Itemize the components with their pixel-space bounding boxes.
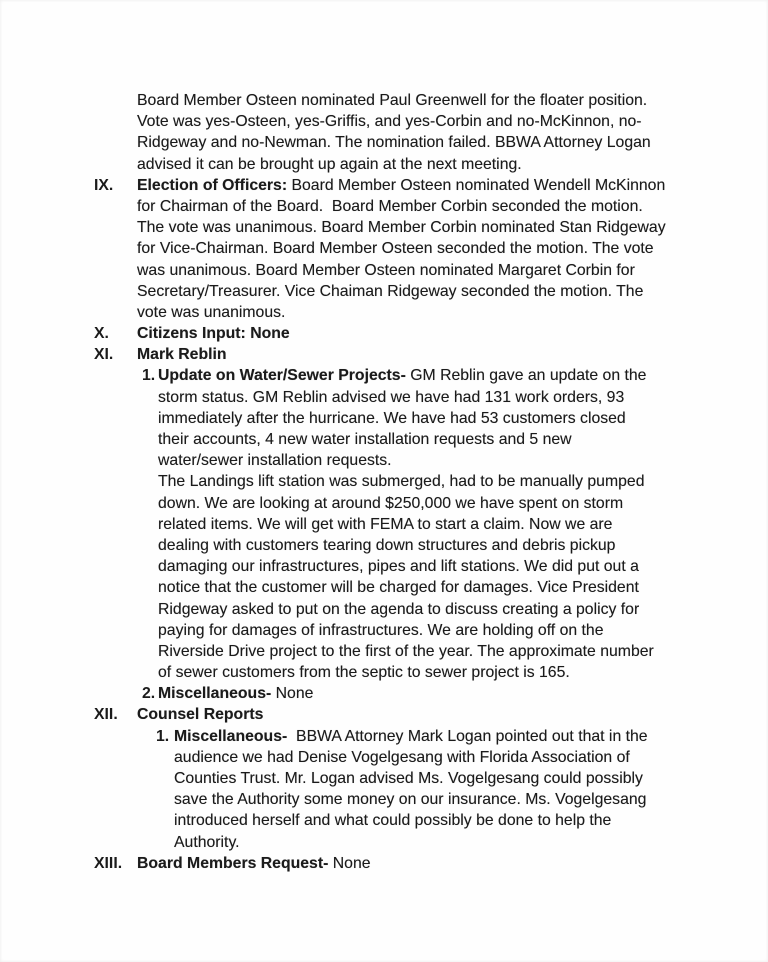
text-segment: None bbox=[328, 854, 371, 872]
text-line bbox=[158, 535, 768, 556]
list-item-1 bbox=[0, 726, 768, 853]
text-segment: advised it can be brought up again at the next meeting. bbox=[137, 155, 522, 173]
text-line bbox=[174, 768, 768, 789]
bold-text-segment: Citizens Input: None bbox=[137, 325, 290, 343]
text-line bbox=[158, 599, 768, 620]
text-line bbox=[158, 577, 768, 598]
bold-text-segment: Update on Water/Sewer Projects- bbox=[158, 367, 406, 385]
text-line bbox=[137, 196, 768, 217]
text-segment: their accounts, 4 new water installation requests and 5 new bbox=[158, 431, 572, 448]
text-segment: Riverside Drive project to the first of the year. The approximate number bbox=[158, 642, 654, 660]
text-line bbox=[174, 726, 768, 747]
text-line bbox=[158, 493, 768, 514]
text-segment: Counties Trust. Mr. Logan advised Ms. Vogelgesang could possibly bbox=[174, 770, 643, 787]
text-line bbox=[174, 747, 768, 768]
bold-text-segment: Miscellaneous- bbox=[158, 685, 272, 703]
text-segment: None bbox=[271, 685, 314, 703]
text-segment: of sewer customers from the septic to sewer project is 165. bbox=[158, 664, 570, 682]
text-segment: audience we had Denise Vogelgesang with Florida Association of bbox=[174, 748, 630, 766]
list-marker: IX. bbox=[94, 176, 114, 194]
text-segment: Board Member Osteen nominated Paul Greenwell for the floater position. bbox=[137, 92, 648, 109]
text-line bbox=[137, 238, 768, 259]
text-line bbox=[174, 789, 768, 810]
text-line bbox=[158, 641, 768, 662]
text-line bbox=[158, 408, 768, 429]
text-line bbox=[137, 111, 768, 132]
text-line bbox=[158, 471, 768, 492]
text-line bbox=[137, 90, 768, 111]
text-line bbox=[137, 217, 768, 238]
text-segment: The vote was unanimous. Board Member Corbin nominated Stan Ridgeway bbox=[137, 219, 666, 237]
text-segment: BBWA Attorney Mark Logan pointed out that in the bbox=[287, 727, 648, 745]
text-line bbox=[158, 429, 768, 450]
text-segment: Ridgeway asked to put on the agenda to discuss creating a policy for bbox=[158, 600, 640, 618]
text-line bbox=[158, 387, 768, 408]
text-line bbox=[137, 260, 768, 281]
text-line bbox=[137, 323, 768, 344]
text-segment: introduced herself and what could possibly be done to help the bbox=[174, 812, 612, 830]
text-line bbox=[158, 556, 768, 577]
text-line bbox=[158, 450, 768, 471]
bold-text-segment: Board Members Request- bbox=[137, 854, 329, 872]
list-item-xi bbox=[0, 344, 768, 365]
list-marker: XIII. bbox=[94, 854, 123, 872]
bold-text-segment: Election of Officers: bbox=[137, 176, 288, 194]
text-segment: storm status. GM Reblin advised we have had 131 work orders, 93 bbox=[158, 388, 625, 406]
text-segment: related items. We will get with FEMA to start a claim. Now we are bbox=[158, 515, 613, 533]
text-line bbox=[158, 620, 768, 641]
list-item-2 bbox=[0, 683, 768, 704]
text-segment: vote was unanimous. bbox=[137, 303, 286, 321]
text-line bbox=[174, 810, 768, 831]
text-line bbox=[137, 175, 768, 196]
text-segment: Board Member Osteen nominated Wendell McKinnon bbox=[287, 176, 666, 194]
text-segment: for Vice-Chairman. Board Member Osteen seconded the motion. The vote bbox=[137, 240, 654, 258]
list-marker: XI. bbox=[94, 346, 114, 364]
list-item-x bbox=[0, 323, 768, 344]
list-marker: X. bbox=[94, 325, 109, 343]
text-line bbox=[158, 514, 768, 535]
text-line bbox=[137, 132, 768, 153]
list-marker: 1. bbox=[156, 727, 170, 745]
text-segment: Authority. bbox=[174, 833, 240, 851]
list-item-xii bbox=[0, 704, 768, 725]
text-line bbox=[158, 365, 768, 386]
text-segment: save the Authority some money on our insurance. Ms. Vogelgesang bbox=[174, 791, 647, 809]
text-segment: water/sewer installation requests. bbox=[158, 452, 392, 470]
text-segment: notice that the customer will be charged for damages. Vice President bbox=[158, 579, 639, 597]
bold-text-segment: Miscellaneous- bbox=[174, 727, 288, 745]
text-line bbox=[137, 704, 768, 725]
text-line bbox=[158, 662, 768, 683]
text-segment: paying for damages of infrastructures. We are holding off on the bbox=[158, 621, 604, 639]
text-segment: The Landings lift station was submerged, had to be manually pumped bbox=[158, 473, 645, 491]
list-item-xiii bbox=[0, 853, 768, 874]
text-line bbox=[137, 344, 768, 365]
text-segment: was unanimous. Board Member Osteen nominated Margaret Corbin for bbox=[137, 261, 635, 279]
text-line bbox=[137, 302, 768, 323]
text-segment: damaging our infrastructures, pipes and lift stations. We did put out a bbox=[158, 558, 639, 576]
text-segment: Secretary/Treasurer. Vice Chaiman Ridgeway seconded the motion. The bbox=[137, 282, 644, 300]
text-line bbox=[137, 853, 768, 874]
text-segment: GM Reblin gave an update on the bbox=[405, 367, 647, 385]
list-marker: 1. bbox=[142, 367, 156, 385]
bold-text-segment: Counsel Reports bbox=[137, 706, 264, 724]
bold-text-segment: Mark Reblin bbox=[137, 346, 227, 364]
text-line bbox=[158, 683, 768, 704]
text-line bbox=[174, 832, 768, 853]
text-segment: dealing with customers tearing down structures and debris pickup bbox=[158, 536, 616, 554]
text-segment: Vote was yes-Osteen, yes-Griffis, and yes-Corbin and no-McKinnon, no- bbox=[137, 113, 642, 131]
paragraph-block bbox=[0, 90, 768, 175]
text-segment: down. We are looking at around $250,000 we have spent on storm bbox=[158, 494, 624, 512]
list-marker: 2. bbox=[142, 685, 156, 703]
meeting-minutes-content bbox=[0, 90, 768, 874]
text-line bbox=[137, 281, 768, 302]
list-item-ix bbox=[0, 175, 768, 323]
text-segment: Ridgeway and no-Newman. The nomination failed. BBWA Attorney Logan bbox=[137, 134, 651, 152]
text-segment: for Chairman of the Board. Board Member Corbin seconded the motion. bbox=[137, 197, 643, 215]
list-marker: XII. bbox=[94, 706, 118, 724]
text-line bbox=[137, 154, 768, 175]
text-segment: immediately after the hurricane. We have had 53 customers closed bbox=[158, 409, 626, 427]
list-item-1 bbox=[0, 365, 768, 683]
